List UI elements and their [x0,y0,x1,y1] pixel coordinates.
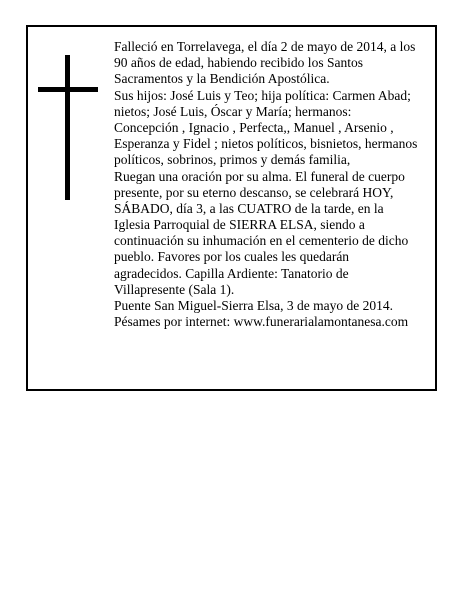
notice-line: Sus hijos: José Luis y Teo; hija política: Carmen Abad; [114,87,411,103]
notice-line: Pésames por internet: www.funerarialamontanesa.com [114,314,409,330]
notice-line: Villapresente (Sala 1). [114,281,235,297]
notice-line: Falleció en Torrelavega, el día 2 de mayo de 2014, a los [114,39,416,54]
notice-line: SÁBADO, día 3, a las CUATRO de la tarde, en la [114,200,384,216]
cross-vertical-bar [65,55,70,200]
notice-line: Sacramentos y la Bendición Apostólica. [114,71,330,87]
notice-line: Puente San Miguel-Sierra Elsa, 3 de mayo de 2014. [114,298,393,313]
obituary-notice [26,25,437,391]
notice-line: nietos; José Luis, Óscar y María; hermanos: [114,103,352,119]
notice-line: agradecidos. Capilla Ardiente: Tanatorio de [114,265,349,281]
notice-line: 90 años de edad, habiendo recibido los Santos [114,55,363,71]
notice-line: continuación su inhumación en el cementerio de dicho [114,233,409,249]
notice-line: presente, por su eterno descanso, se celebrará HOY, [114,184,394,200]
obituary-text [114,39,424,330]
notice-line: pueblo. Favores por los cuales les quedarán [114,249,350,265]
cross-horizontal-bar [38,87,98,92]
notice-line: Iglesia Parroquial de SIERRA ELSA, siendo a [114,217,365,233]
latin-cross-icon [38,55,98,200]
notice-line: políticos, sobrinos, primos y demás familia, [114,152,351,168]
notice-line: Concepción , Ignacio , Perfecta,, Manuel , Arsenio , [114,119,394,135]
notice-line: Ruegan una oración por su alma. El funeral de cuerpo [114,168,405,184]
notice-line: Esperanza y Fidel ; nietos políticos, bisnietos, hermanos [114,136,418,152]
